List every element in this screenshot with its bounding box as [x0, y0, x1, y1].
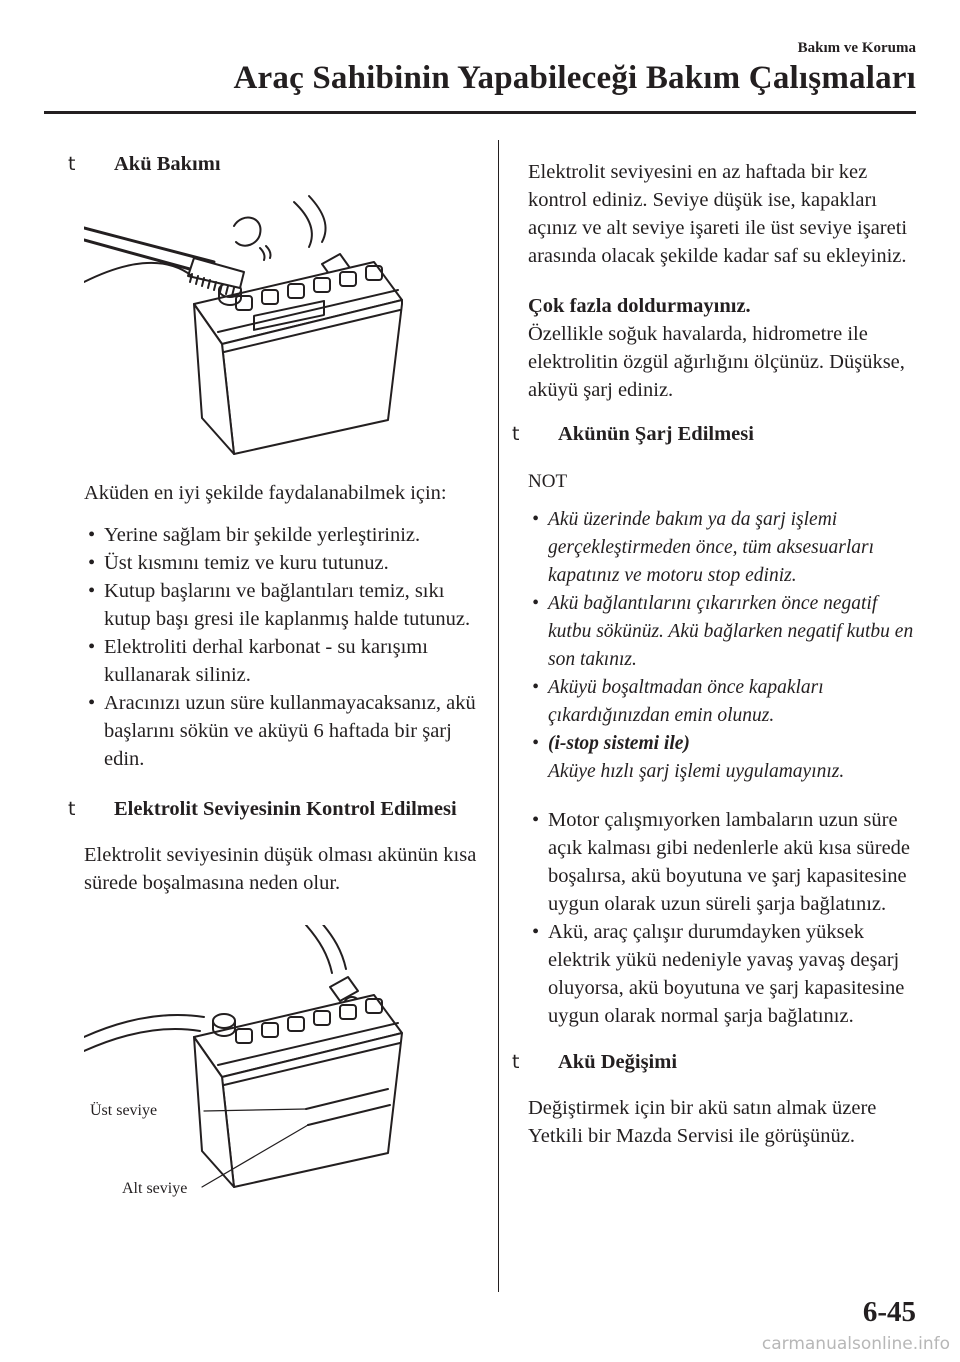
section-marker-icon: t — [68, 798, 76, 820]
list-item: • Akü, araç çalışır durumdayken yüksek elektrik yükü nedeniyle yavaş yavaş deşarj oluyorsa, akü boyutuna ve şarj kapasitesine uygun olarak normal şarja bağlatınız. — [532, 921, 905, 1027]
header-rule — [44, 111, 916, 114]
right-column — [512, 158, 920, 1150]
heading-electrolyte-check: t Elektrolit Seviyesinin Kontrol Edilmesi — [84, 795, 484, 823]
battery-cleaning-illustration — [84, 192, 484, 457]
list-item: • Motor çalışmıyorken lambaların uzun süre açık kalması gibi nedenlerle akü kısa sürede boşalırsa, akü boyutuna ve şarj kapasitesine uygun olarak uzun süreli şarja bağlatınız. — [532, 809, 911, 915]
battery-care-intro: Aküden en iyi şekilde faydalanabilmek için: — [84, 482, 447, 504]
heading-battery-care: t Akü Bakımı — [84, 150, 484, 178]
electrolyte-check-text: Elektrolit seviyesini en az haftada bir kez kontrol ediniz. Seviye düşük ise, kapakları açınız ve alt seviye işareti ile üst seviye işareti arasında olacak şekilde kadar saf su ekleyiniz. — [528, 161, 908, 267]
list-item: • Üst kısmını temiz ve kuru tutunuz. — [88, 552, 389, 574]
list-item: • Kutup başlarını ve bağlantıları temiz, sıkı kutup başı gresi ile kaplanmış halde tutunuz. — [88, 580, 471, 630]
heading-replacement: t Akü Değişimi — [528, 1048, 920, 1076]
heading-charging: t Akünün Şarj Edilmesi — [528, 420, 920, 448]
note-block — [528, 468, 920, 786]
watermark-url: carmanualsonline.info — [761, 1334, 950, 1354]
note-item: • (i-stop sistemi ile) Aküye hızlı şarj işlemi uygulamayınız. — [532, 733, 845, 782]
section-marker-icon: t — [512, 423, 520, 445]
overfill-warning: Çok fazla doldurmayınız. — [528, 295, 751, 317]
section-marker-icon: t — [512, 1051, 520, 1073]
list-item: • Aracınızı uzun süre kullanmayacaksanız, akü başlarını sökün ve aküyü 6 haftada bir şarj edin. — [88, 692, 476, 770]
list-item: • Elektroliti derhal karbonat - su karışımı kullanarak siliniz. — [88, 636, 428, 686]
section-marker-icon: t — [68, 153, 76, 175]
note-label: NOT — [528, 471, 568, 492]
page-number: 6-45 — [862, 1296, 916, 1328]
running-header-title: Araç Sahibinin Yapabileceği Bakım Çalışmaları — [233, 60, 916, 96]
electrolyte-level-illustration — [84, 925, 484, 1210]
list-item: • Yerine sağlam bir şekilde yerleştiriniz. — [88, 524, 421, 546]
hydrometer-text: Özellikle soğuk havalarda, hidrometre ile elektrolitin özgül ağırlığını ölçünüz. Düşükse, aküyü şarj ediniz. — [528, 323, 905, 401]
electrolyte-text: Elektrolit seviyesinin düşük olması akünün kısa sürede boşalmasına neden olur. — [84, 844, 477, 894]
column-divider — [498, 140, 499, 1292]
upper-level-label: Üst seviye — [90, 1102, 158, 1119]
replacement-text: Değiştirmek için bir akü satın almak üzere Yetkili bir Mazda Servisi ile görüşünüz. — [528, 1097, 877, 1147]
note-item: • Aküyü boşaltmadan önce kapakları çıkardığınızdan emin olunuz. — [532, 677, 824, 726]
battery-care-list — [84, 521, 484, 773]
lower-level-label: Alt seviye — [122, 1180, 188, 1197]
note-item: • Akü bağlantılarını çıkarırken önce negatif kutbu sökünüz. Akü bağlarken negatif kutbu en son takınız. — [532, 593, 914, 670]
charging-list — [528, 806, 920, 1030]
running-header-section: Bakım ve Koruma — [797, 40, 916, 56]
note-item: • Akü üzerinde bakım ya da şarj işlemi gerçekleştirmeden önce, tüm aksesuarları kapatınız ve motoru stop ediniz. — [532, 509, 874, 586]
left-column — [68, 150, 484, 1210]
